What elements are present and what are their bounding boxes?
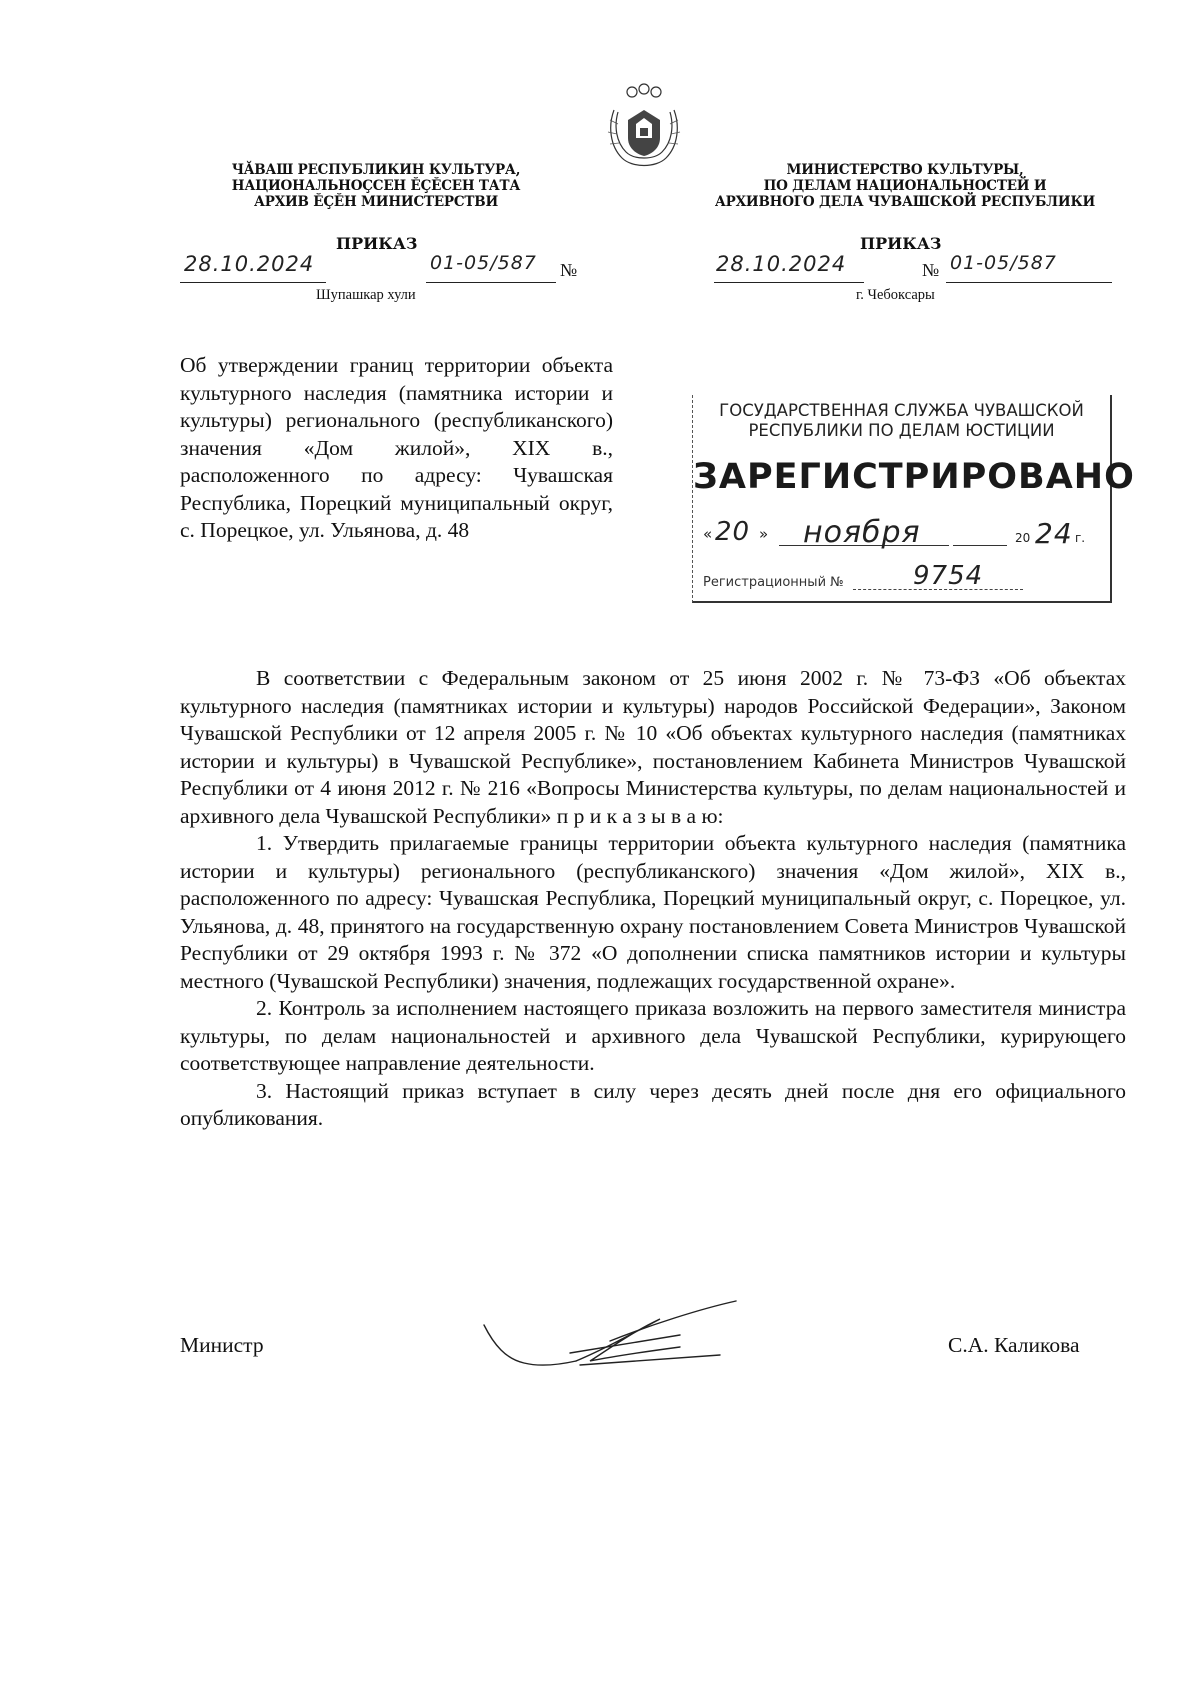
header-left-line-3: АРХИВ ĔÇĔН МИНИСТЕРСТВИ <box>253 194 499 210</box>
registration-stamp <box>692 395 1135 603</box>
number-sign-right: № <box>922 260 940 280</box>
stamp-year-prefix: 20 <box>1015 531 1031 545</box>
signatory-title: Министр <box>180 1333 264 1357</box>
prikaz-title-left: ПРИКАЗ <box>336 234 418 253</box>
header-right-line-3: АРХИВНОГО ДЕЛА ЧУВАШСКОЙ РЕСПУБЛИКИ <box>714 194 1096 210</box>
number-right: 01-05/587 <box>950 252 1057 274</box>
stamp-day: 20 <box>715 517 751 547</box>
order-body <box>180 665 1126 1133</box>
stamp-month: ноября <box>803 515 921 550</box>
body-paragraph-3: 3. Настоящий приказ вступает в силу через десять дней после дня его официального опубликования. <box>180 1078 1126 1130</box>
stamp-org-line-2: РЕСПУБЛИКИ ПО ДЕЛАМ ЮСТИЦИИ <box>748 421 1055 440</box>
signatory-name: С.А. Каликова <box>948 1333 1080 1357</box>
stamp-year-underline <box>953 545 1007 546</box>
header-left-line-2: НАЦИОНАЛЬНОÇСЕН ĔÇĔСЕН ТАТА <box>231 178 521 194</box>
header-right-line-2: ПО ДЕЛАМ НАЦИОНАЛЬНОСТЕЙ И <box>763 178 1047 194</box>
stamp-regnum-row <box>703 561 1103 595</box>
place-left: Шупашкар хули <box>316 287 416 303</box>
header-left-line-1: ЧĂВАШ РЕСПУБЛИКИН КУЛЬТУРА, <box>231 162 521 178</box>
stamp-date-row: « 20 » ноября 20 24 г. <box>703 515 1086 550</box>
date-right: 28.10.2024 <box>716 252 847 276</box>
header-left-org <box>200 162 552 210</box>
order-subject: Об утверждении границ территории объекта культурного наследия (памятника истории и культуры) регионального (республиканского) значения «Дом жилой», XIX в., расположенного по адресу: Чувашская Республика, Порецкий муниципальный округ, с. Порецкое, ул. Ульянова, д. 48 <box>180 353 613 542</box>
stamp-year-suffix: 24 <box>1035 517 1073 550</box>
stamp-year-unit: г. <box>1075 531 1086 545</box>
place-right: г. Чебоксары <box>856 287 935 303</box>
stamp-status: ЗАРЕГИСТРИРОВАНО <box>693 457 1135 497</box>
stamp-reg-number: 9754 <box>913 561 984 591</box>
handwritten-signature <box>480 1295 760 1385</box>
header-right-line-1: МИНИСТЕРСТВО КУЛЬТУРЫ, <box>786 162 1024 178</box>
number-sign-left: № <box>560 260 578 280</box>
coat-of-arms-emblem <box>600 80 688 176</box>
stamp-org-line-1: ГОСУДАРСТВЕННАЯ СЛУЖБА ЧУВАШСКОЙ <box>719 401 1084 420</box>
prikaz-title-right: ПРИКАЗ <box>860 234 942 253</box>
header-right-org <box>700 162 1110 210</box>
number-left: 01-05/587 <box>430 252 537 274</box>
body-paragraph-preamble: В соответствии с Федеральным законом от 25 июня 2002 г. № 73-ФЗ «Об объектах культурного наследия (памятниках истории и культуры) народов Российской Федерации», Законом Чувашской Республики от 12 апреля 2005 г. № 10 «Об объектах культурного наследия (памятниках истории и культуры) в Чувашской Республике», постановлением Кабинета Министров Чувашской Республики от 4 июня 2012 г. № 216 «Вопросы Министерства культуры, по делам национальностей и архивного дела Чувашской Республики» п р и к а з ы в а ю: <box>180 666 1126 828</box>
stamp-organization <box>693 401 1110 441</box>
date-left: 28.10.2024 <box>184 252 315 276</box>
body-paragraph-1: 1. Утвердить прилагаемые границы территории объекта культурного наследия (памятника истории и культуры) регионального (республиканского) значения «Дом жилой», XIX в., расположенного по адресу: Чувашская Республика, Порецкий муниципальный округ, с. Порецкое, ул. Ульянова, д. 48, принятого на государственную охрану постановлением Совета Министров Чувашской Республики от 29 октября 1993 г. № 372 «О дополнении списка памятников истории и культуры местного (Чувашской Республики) значения, подлежащих государственной охране». <box>180 831 1126 993</box>
stamp-reg-label: Регистрационный № <box>703 575 844 590</box>
body-paragraph-2: 2. Контроль за исполнением настоящего приказа возложить на первого заместителя министра культуры, по делам национальностей и архивного дела Чувашской Республики, курирующего соответствующее направление деятельности. <box>180 996 1126 1075</box>
